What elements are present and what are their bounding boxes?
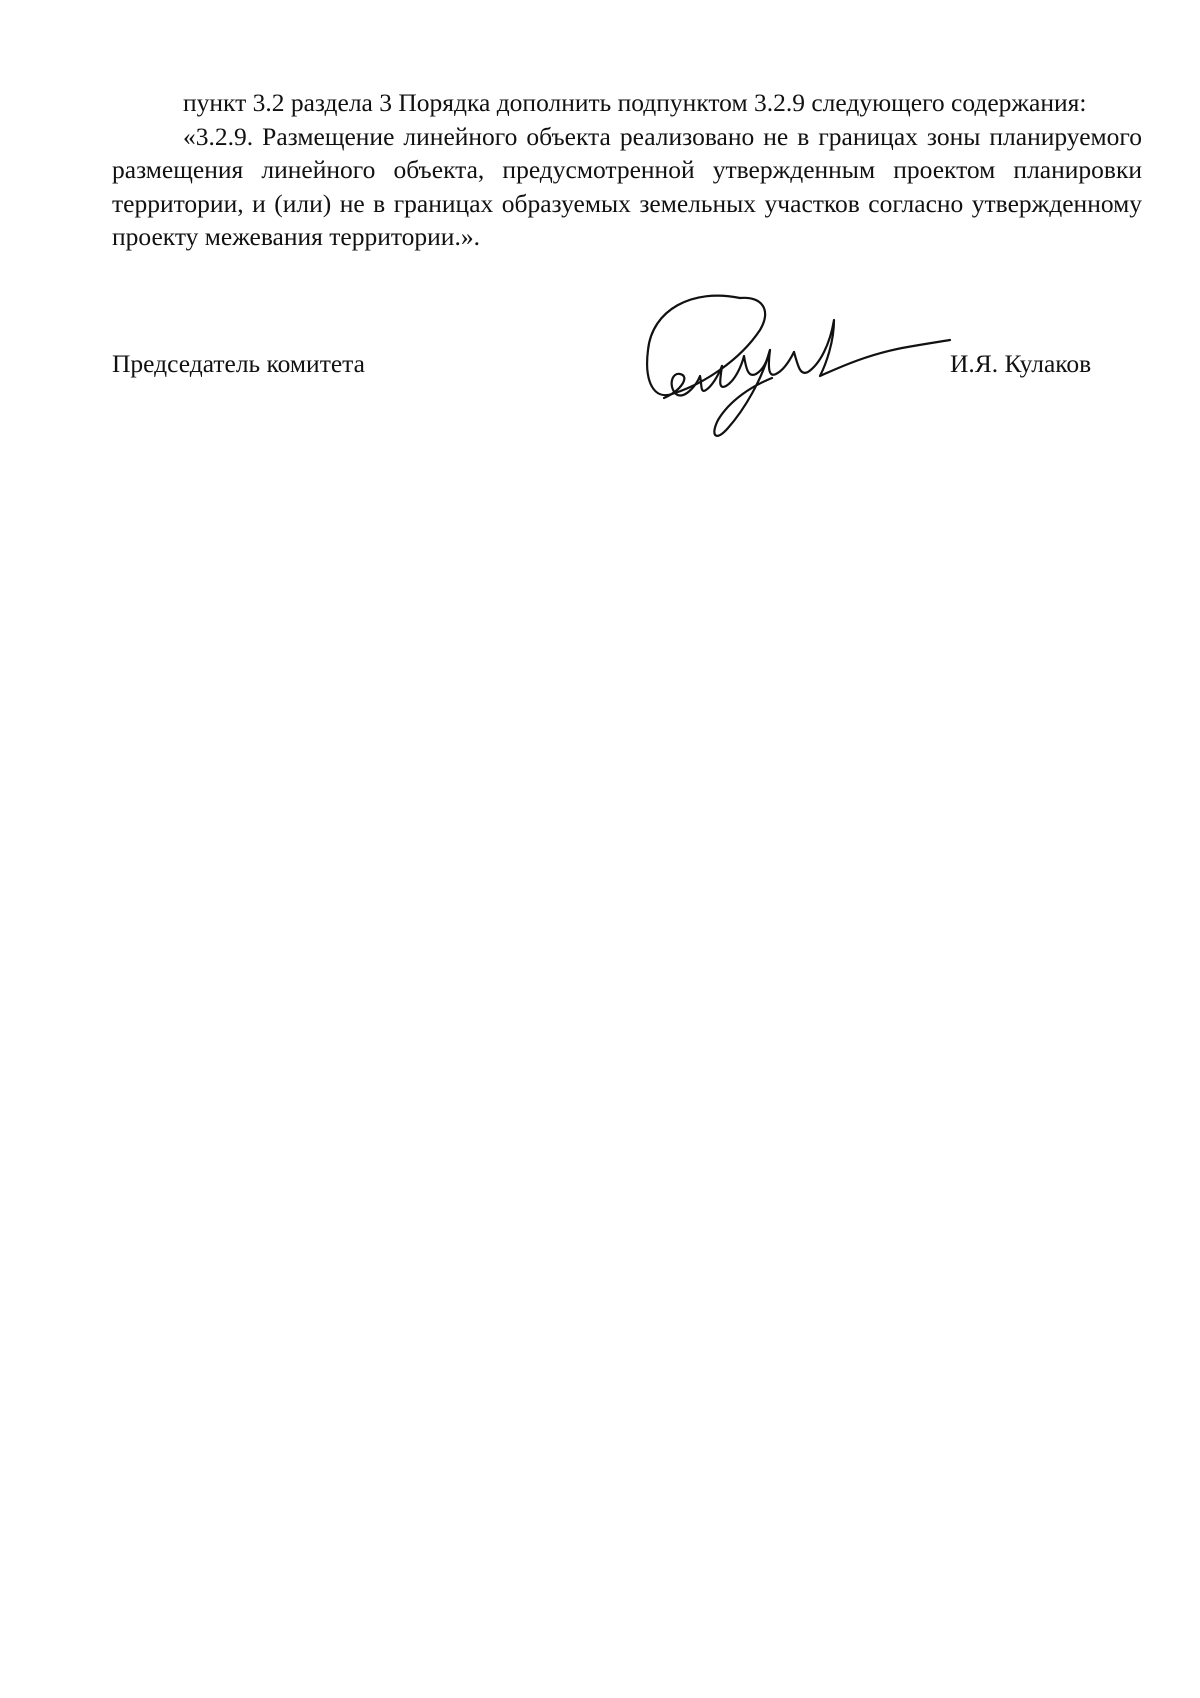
signature-block [112, 300, 1142, 460]
signatory-role: Председатель комитета [112, 349, 365, 378]
handwritten-signature [572, 290, 1012, 460]
signatory-name: И.Я. Кулаков [950, 349, 1092, 378]
subclause-paragraph: «3.2.9. Размещение линейного объекта реализовано не в границах зоны планируемого размещения линейного объекта, предусмотренной утвержденным проектом планировки территории, и (или) не в границах образуемых земельных участков согласно утвержденному проекту межевания территории.». [112, 121, 1142, 251]
amendment-paragraph: пункт 3.2 раздела 3 Порядка дополнить подпунктом 3.2.9 следующего содержания: [183, 88, 1087, 117]
document-body [112, 86, 1142, 254]
